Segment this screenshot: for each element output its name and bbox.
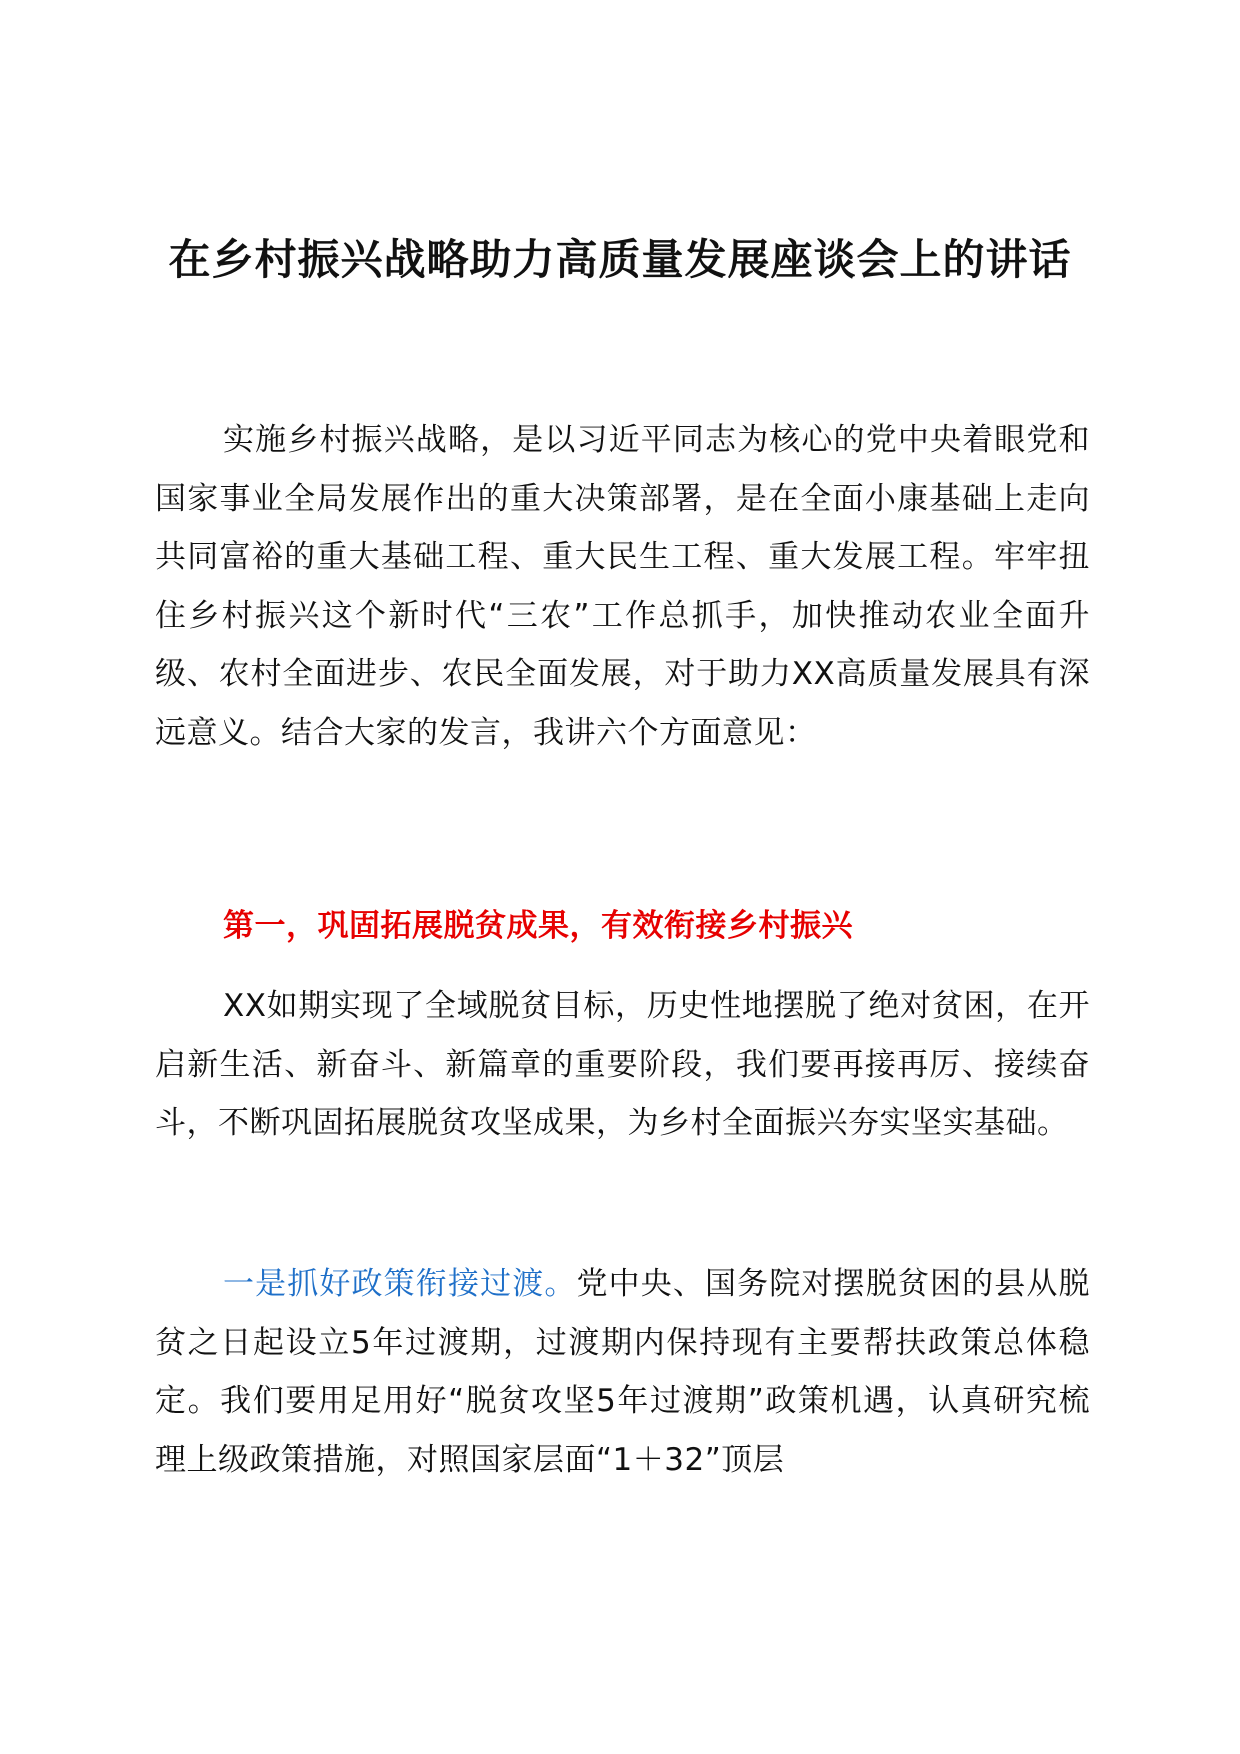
document-title: 在乡村振兴战略助力高质量发展座谈会上的讲话 <box>168 235 1072 284</box>
subsection-1-paragraph <box>155 1255 1090 1489</box>
subsection-1-body: 党中央、国务院对摆脱贫困的县从脱贫之日起设立5年过渡期，过渡期内保持现有主要帮扶政策总体稳定。我们要用足用好“脱贫攻坚5年过渡期”政策机遇，认真研究梳理上级政策措施，对照国家层面“1＋32”顶层 <box>155 1266 1091 1478</box>
intro-paragraph: 实施乡村振兴战略，是以习近平同志为核心的党中央着眼党和国家事业全局发展作出的重大决策部署，是在全面小康基础上走向共同富裕的重大基础工程、重大民生工程、重大发展工程。牢牢扭住乡村振兴这个新时代“三农”工作总抓手，加快推动农业全面升级、农村全面进步、农民全面发展，对于助力XX高质量发展具有深远意义。结合大家的发言，我讲六个方面意见： <box>155 422 1090 751</box>
subsection-1-lead: 一是抓好政策衔接过渡。 <box>223 1266 577 1302</box>
section-1-paragraph: XX如期实现了全域脱贫目标，历史性地摆脱了绝对贫困，在开启新生活、新奋斗、新篇章的重要阶段，我们要再接再厉、接续奋斗，不断巩固拓展脱贫攻坚成果，为乡村全面振兴夯实坚实基础。 <box>155 988 1090 1141</box>
section-heading-1: 第一，巩固拓展脱贫成果，有效衔接乡村振兴 <box>223 908 853 944</box>
